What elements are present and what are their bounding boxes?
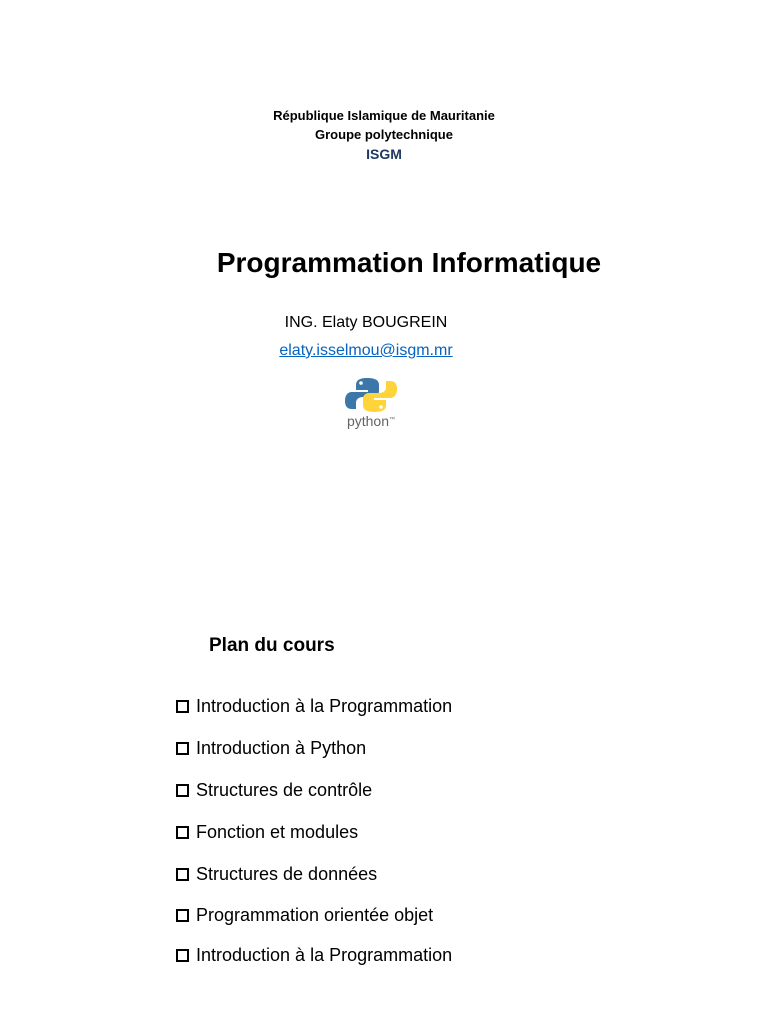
plan-item xyxy=(176,944,452,966)
plan-item xyxy=(176,863,377,885)
plan-item xyxy=(176,695,452,717)
plan-item xyxy=(176,904,433,926)
plan-item-label: Programmation orientée objet xyxy=(196,905,434,925)
checkbox-icon xyxy=(176,742,189,755)
header-group: Groupe polytechnique xyxy=(315,127,453,142)
author-name: ING. Elaty BOUGREIN xyxy=(284,314,448,331)
plan-item-label: Introduction à la Programmation xyxy=(196,696,453,716)
email-link[interactable]: elaty.isselmou@isgm.mr xyxy=(279,342,453,359)
plan-item-label: Introduction à Python xyxy=(196,738,367,758)
trademark-symbol: ™ xyxy=(389,417,396,423)
checkbox-icon xyxy=(176,868,189,881)
plan-item-label: Fonction et modules xyxy=(196,822,359,842)
header-school: ISGM xyxy=(366,146,402,162)
checkbox-icon xyxy=(176,949,189,962)
python-wordmark-text: python xyxy=(346,413,390,429)
plan-item-label: Structures de données xyxy=(196,864,378,884)
plan-item xyxy=(176,737,366,759)
checkbox-icon xyxy=(176,784,189,797)
checkbox-icon xyxy=(176,826,189,839)
plan-item xyxy=(176,821,358,843)
plan-item-label: Introduction à la Programmation xyxy=(196,945,453,965)
document-title: Programmation Informatique xyxy=(216,247,602,278)
author-email xyxy=(0,341,732,361)
plan-title: Plan du cours xyxy=(209,635,335,656)
python-icon xyxy=(330,376,412,414)
checkbox-icon xyxy=(176,909,189,922)
plan-item xyxy=(176,779,372,801)
python-wordmark xyxy=(0,412,742,430)
header-country: République Islamique de Mauritanie xyxy=(273,108,495,123)
plan-item-label: Structures de contrôle xyxy=(196,780,373,800)
checkbox-icon xyxy=(176,700,189,713)
